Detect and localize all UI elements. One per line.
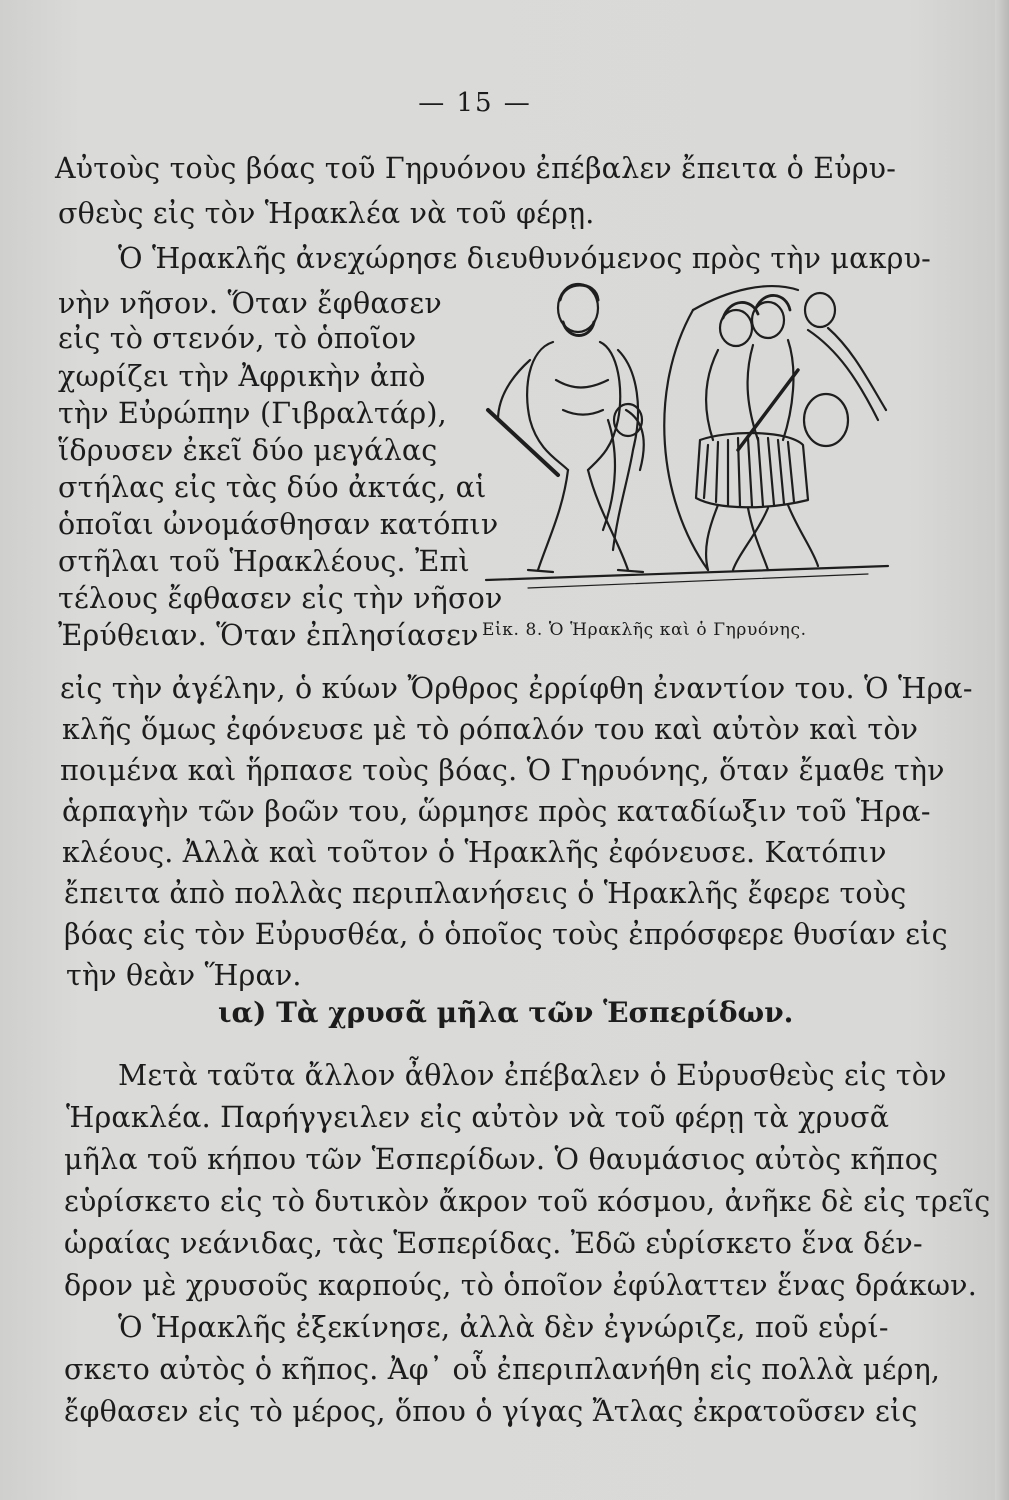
text-line: νὴν νῆσον. Ὅταν ἔφθασεν bbox=[58, 287, 442, 320]
text-line: Ὁ Ἡρακλῆς ἀνεχώρησε διευθυνόμενος πρὸς τὴν μακρυ- bbox=[118, 242, 931, 275]
text-line: ὁποῖαι ὠνομάσθησαν κατόπιν bbox=[58, 508, 499, 541]
text-line: ἁρπαγὴν τῶν βοῶν του, ὥρμησε πρὸς καταδίωξιν τοῦ Ἡρα- bbox=[62, 795, 931, 828]
page-number: — 15 — bbox=[418, 88, 532, 118]
text-line: ἔφθασεν εἰς τὸ μέρος, ὅπου ὁ γίγας Ἄτλας ἐκρατοῦσεν εἰς bbox=[64, 1395, 918, 1428]
text-line: στήλας εἰς τὰς δύο ἀκτάς, αἱ bbox=[58, 471, 487, 504]
text-line: Ἐρύθειαν. Ὅταν ἐπλησίασεν bbox=[58, 619, 479, 652]
text-line: σθεὺς εἰς τὸν Ἡρακλέα νὰ τοῦ φέρῃ. bbox=[58, 197, 595, 230]
text-line: βόας εἰς τὸν Εὐρυσθέα, ὁ ὁποῖος τοὺς ἐπρόσφερε θυσίαν εἰς bbox=[64, 918, 948, 951]
text-line: ποιμένα καὶ ἥρπασε τοὺς βόας. Ὁ Γηρυόνης, ὅταν ἔμαθε τὴν bbox=[60, 754, 945, 787]
figure-heracles-geryon bbox=[468, 270, 898, 610]
text-line: εἰς τὴν ἀγέλην, ὁ κύων Ὄρθρος ἐρρίφθη ἐναντίον του. Ὁ Ἡρα- bbox=[60, 672, 973, 705]
text-line: τέλους ἔφθασεν εἰς τὴν νῆσον bbox=[58, 582, 503, 615]
text-line: τὴν θεὰν Ἥραν. bbox=[66, 959, 302, 992]
text-line: κλῆς ὅμως ἐφόνευσε μὲ τὸ ρόπαλόν του καὶ αὐτὸν καὶ τὸν bbox=[62, 713, 919, 746]
text-line: χωρίζει τὴν Ἀφρικὴν ἀπὸ bbox=[58, 360, 426, 393]
text-line: ὡραίας νεάνιδας, τὰς Ἑσπερίδας. Ἐδῶ εὑρίσκετο ἕνα δέν- bbox=[64, 1227, 923, 1260]
text-line: εἰς τὸ στενόν, τὸ ὁποῖον bbox=[58, 322, 417, 355]
text-line: σκετο αὐτὸς ὁ κῆπος. Ἀφ᾿ οὗ ἐπεριπλανήθη εἰς πολλὰ μέρη, bbox=[64, 1353, 941, 1386]
text-line: τὴν Εὐρώπην (Γιβραλτάρ), bbox=[58, 397, 447, 430]
text-line: ἔπειτα ἀπὸ πολλὰς περιπλανήσεις ὁ Ἡρακλῆς ἔφερε τοὺς bbox=[64, 877, 907, 910]
text-line: στῆλαι τοῦ Ἡρακλέους. Ἐπὶ bbox=[58, 545, 470, 578]
text-line: ἵδρυσεν ἐκεῖ δύο μεγάλας bbox=[58, 434, 438, 467]
text-line: Μετὰ ταῦτα ἄλλον ἆθλον ἐπέβαλεν ὁ Εὐρυσθεὺς εἰς τὸν bbox=[118, 1059, 947, 1092]
text-line: Ὁ Ἡρακλῆς ἐξεκίνησε, ἀλλὰ δὲν ἐγνώριζε, ποῦ εὑρί- bbox=[118, 1311, 889, 1344]
text-line: κλέους. Ἀλλὰ καὶ τοῦτον ὁ Ἡρακλῆς ἐφόνευσε. Κατόπιν bbox=[62, 836, 887, 869]
section-heading: ια) Τὰ χρυσᾶ μῆλα τῶν Ἑσπερίδων. bbox=[218, 996, 794, 1029]
text-line: μῆλα τοῦ κήπου τῶν Ἑσπερίδων. Ὁ θαυμάσιος αὐτὸς κῆπος bbox=[64, 1143, 939, 1176]
text-line: Αὐτοὺς τοὺς βόας τοῦ Γηρυόνου ἐπέβαλεν ἔπειτα ὁ Εὐρυ- bbox=[55, 152, 897, 185]
text-line: δρον μὲ χρυσοῦς καρπούς, τὸ ὁποῖον ἐφύλαττεν ἕνας δράκων. bbox=[64, 1269, 977, 1302]
page-edge bbox=[995, 0, 1009, 1500]
figure-caption: Εἰκ. 8. Ὁ Ἡρακλῆς καὶ ὁ Γηρυόνης. bbox=[482, 620, 807, 640]
text-line: εὑρίσκετο εἰς τὸ δυτικὸν ἄκρον τοῦ κόσμου, ἀνῆκε δὲ εἰς τρεῖς bbox=[64, 1185, 991, 1218]
text-line: Ἡρακλέα. Παρήγγειλεν εἰς αὐτὸν νὰ τοῦ φέρῃ τὰ χρυσᾶ bbox=[66, 1101, 890, 1134]
